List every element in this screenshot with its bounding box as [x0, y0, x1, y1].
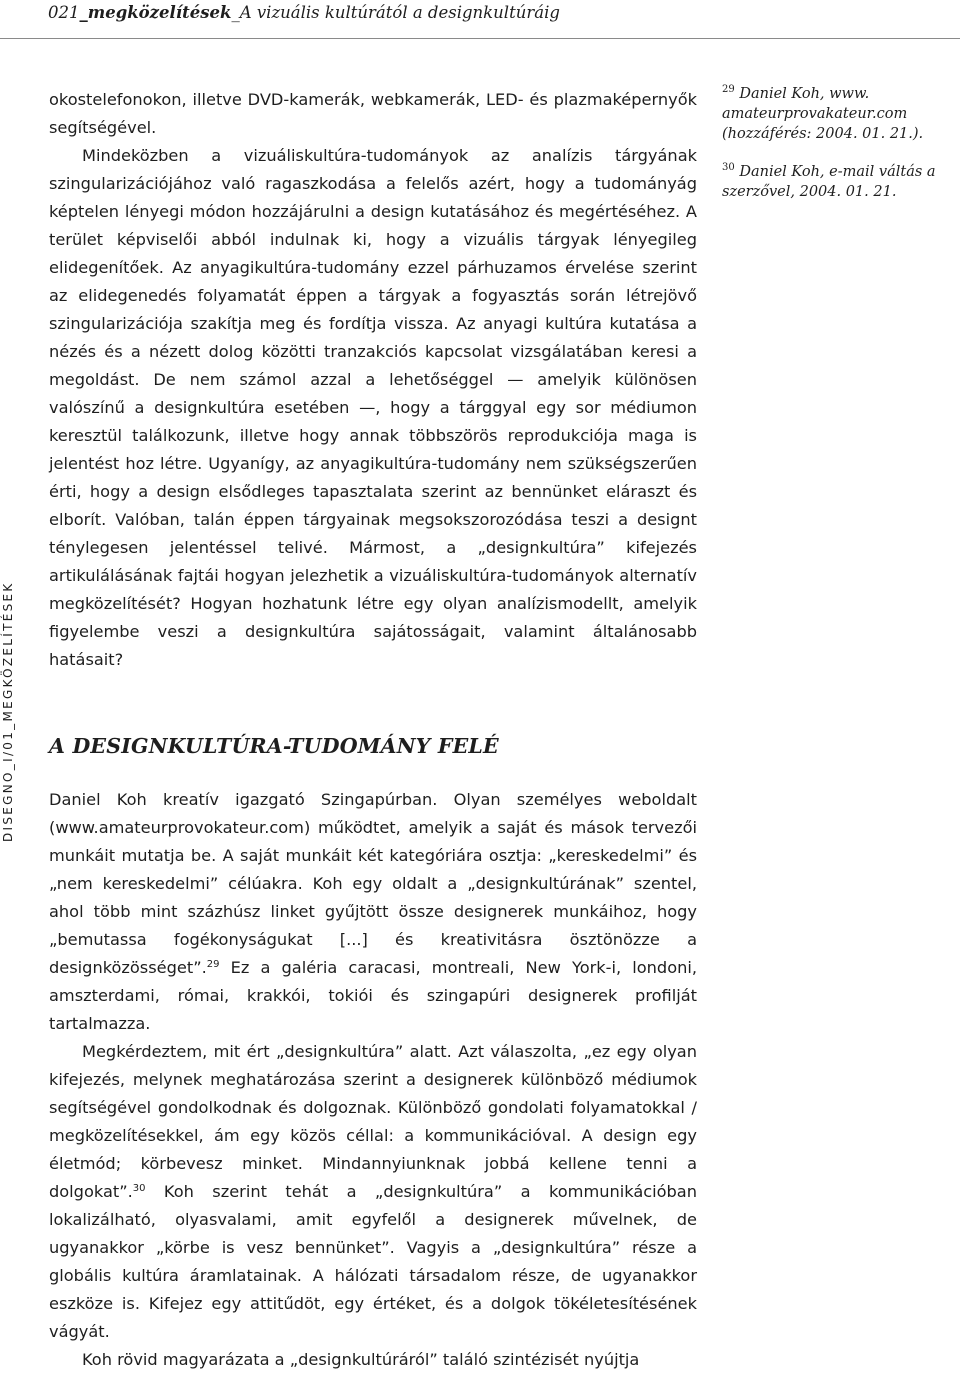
- section-heading: A DESIGNKULTÚRA-TUDOMÁNY FELÉ: [49, 734, 499, 758]
- running-head-subtitle: _A vizuális kultúrától a designkultúráig: [231, 3, 560, 22]
- paragraph-3-text-a: Daniel Koh kreatív igazgató Szingapúrban. Olyan személyes weboldalt (www.amateurprovokateur.com) működtet, amelyik a saját és mások tervezői munkáit mutatja be. A saját munkáit két kategóriára osztja: „kereskedelmi” és „nem kereskedelmi” célúakra. Koh egy oldalt a „designkultúrának” szentel, ahol több mint százhúsz linket gyűjtött össze designerek munkáihoz, hogy „bemutassa fogékonyságukat [...] és kreativitásra ösztönözze a designközösséget”.: [49, 790, 697, 977]
- footnote-29-text: Daniel Koh, www. amateurprovakateur.com (hozzáférés: 2004. 01. 21.).: [722, 86, 924, 142]
- footnote-30-text: Daniel Koh, e-mail váltás a szerzővel, 2004. 01. 21.: [722, 164, 936, 200]
- paragraph-4-text-a: Megkérdeztem, mit ért „designkultúra” alatt. Azt válaszolta, „ez egy olyan kifejezés, melynek meghatározása szerint a designerek különböző médiumok segítségével gondolkodnak és dolgoznak. Különböző gondolati folyamatokkal / megközelítésekkel, ám egy közös céllal: a kommunikációval. A design egy életmód; körbevesz minket. Mindannyiunknak jobbá kellene tenni a dolgokat”.: [49, 1042, 697, 1201]
- paragraph-4-text-b: Koh szerint tehát a „designkultúra” a kommunikációban lokalizálható, olyasvalami, amit egyfelől a designerek művelnek, de ugyanakkor „körbe is vesz bennünket”. Vagyis a „designkultúra” része a globális kultúra áramlatainak. A hálózati társadalom része, de ugyanakkor eszköze is. Kifejez egy attitűdöt, egy értéket, és a dolgok tökéletesítésének vágyát.: [49, 1182, 697, 1341]
- footnote-ref-29: 29: [206, 959, 220, 970]
- footnote-30: [722, 162, 960, 202]
- paragraph-3: [49, 786, 697, 1038]
- running-head-section: _megközelítések: [79, 3, 232, 22]
- paragraph-2: Mindeközben a vizuáliskultúra-tudományok az analízis tárgyának szingularizációjához való ragaszkodása a felelős azért, hogy a tudományág képtelen lényegi módon hozzájárulni a design kutatásához és megértéséhez. A terület képviselői abból indulnak ki, hogy a vizuális tárgyak lényegileg elidegenítőek. Az anyagikultúra-tudomány ezzel párhuzamos érvelése szerint az elidegenedés folyamatát éppen a tárgyak a fogyasztás során létrejövő szingularizációja szakítja meg és fordítja vissza. Az anyagi kultúra kutatása a nézés és a nézett dolog közötti tranzakciós kapcsolat vizsgálatában keresi a megoldást. De nem számol azzal a lehetőséggel — amelyik különösen valószínű a designkultúra esetében —, hogy a tárggyal egy sor médiumon keresztül találkozunk, illetve hogy annak többszörös reprodukciója maga is jelentést hoz létre. Ugyanígy, az anyagikultúra-tudomány nem szükségszerűen érti, hogy a design elsődleges tapasztalata szerint az bennünket eláraszt és elborít. Valóban, talán éppen tárgyainak megsokszorozódása teszi a designt ténylegesen jelentéssel telivé. Mármost, a „designkultúra” kifejezés artikulálásának fajtái hogyan jelezhetik a vizuáliskultúra-tudományok alternatív megközelítését? Hogyan hozhatunk létre egy olyan analízismodellt, amelyik figyelembe veszi a designkultúra sajátosságait, valamint általánosabb hatásait?: [49, 146, 697, 669]
- footnotes-column: [722, 84, 960, 220]
- paragraph-1: okostelefonokon, illetve DVD-kamerák, webkamerák, LED- és plazmaképernyők segítségével.: [49, 90, 697, 137]
- paragraph-5: Koh rövid magyarázata a „designkultúráról” találó szintézisét nyújtja: [82, 1350, 640, 1369]
- side-label: DISEGNO_I/01_MEGKÖZELÍTÉSEK: [1, 581, 15, 842]
- footnote-29-number: 29: [722, 84, 735, 95]
- main-column: [49, 86, 697, 1374]
- paragraph-3-text-b: Ez a galéria caracasi, montreali, New York-i, londoni, amszterdami, római, krakkói, tokiói és szingapúri designerek profilját tartalmazza.: [49, 958, 697, 1033]
- footnote-29: [722, 84, 960, 144]
- paragraph-4: [49, 1038, 697, 1346]
- header-rule: [0, 38, 960, 39]
- running-head: [48, 2, 560, 24]
- footnote-ref-30: 30: [132, 1183, 146, 1194]
- footnote-30-number: 30: [722, 162, 735, 173]
- page-number: 021: [48, 3, 80, 22]
